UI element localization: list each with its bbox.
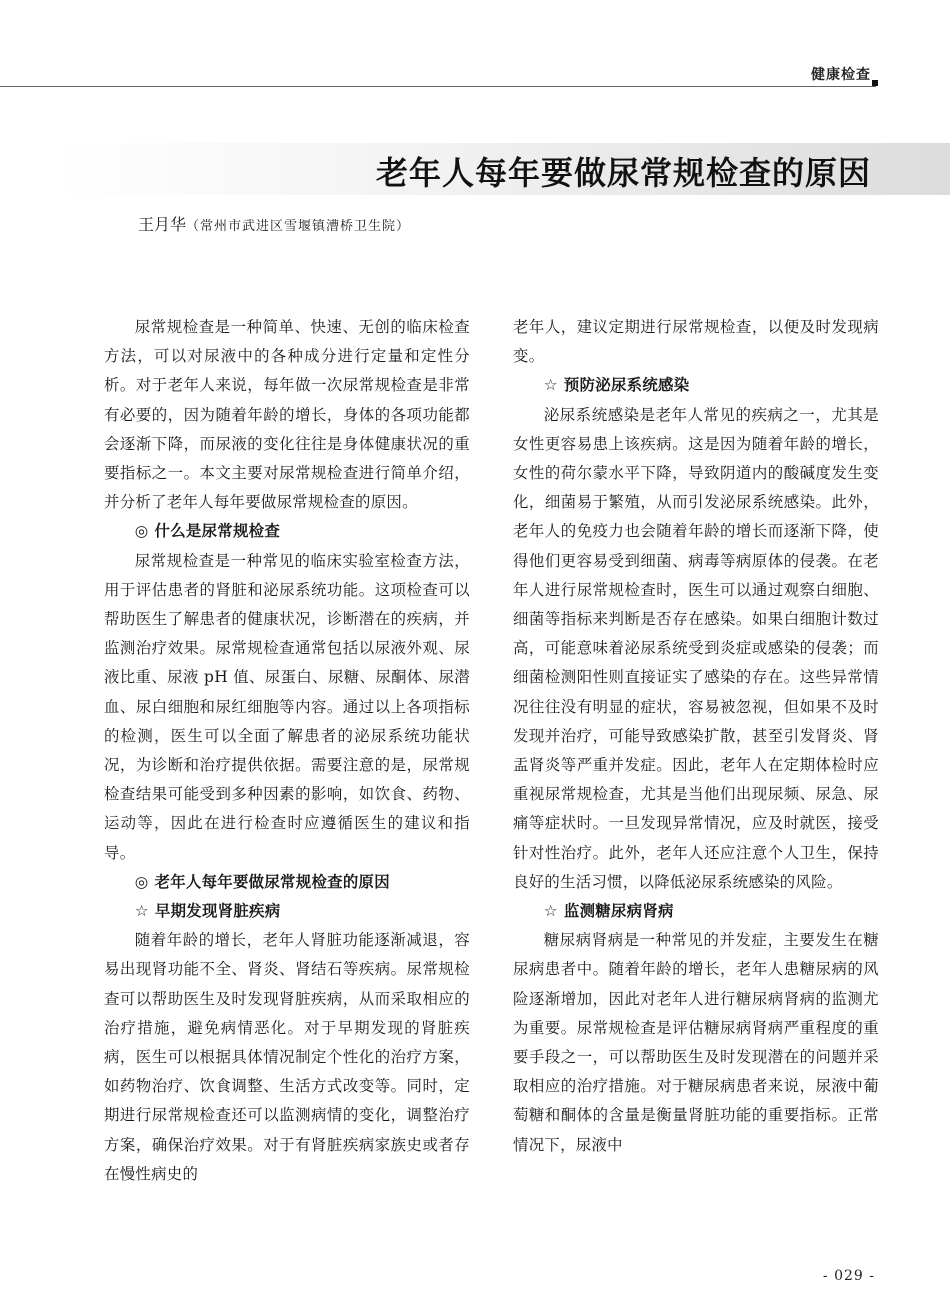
header-rule [0,86,876,87]
byline [138,212,410,235]
subsection-heading-text: 早期发现肾脏疾病 [154,902,281,921]
page-number: - 029 - [822,1268,875,1284]
section-heading-text: 老年人每年要做尿常规检查的原因 [154,872,390,891]
star-icon: ☆ [543,376,558,395]
running-header: 健康检查 [811,67,871,83]
paragraph-intro: 尿常规检查是一种简单、快速、无创的临床检查方法，可以对尿液中的各种成分进行定量和定性分析。对于老年人来说，每年做一次尿常规检查是非常有必要的，因为随着年龄的增长，身体的各项功能都会逐渐下降，而尿液的变化往往是身体健康状况的重要指标之一。本文主要对尿常规检查进行简单介绍，并分析了老年人每年要做尿常规检查的原因。 [104,318,470,512]
star-icon: ☆ [134,902,149,921]
section-heading [104,517,470,546]
paragraph-definition: 尿常规检查是一种常见的临床实验室检查方法，用于评估患者的肾脏和泌尿系统功能。这项检查可以帮助医生了解患者的健康状况，诊断潜在的疾病，并监测治疗效果。尿常规检查通常包括以尿液外观、尿液比重、尿液 pH 值、尿蛋白、尿糖、尿酮体、尿潜血、尿白细胞和尿红细胞等内容。通过以上各项指标的检测，医生可以全面了解患者的泌尿系统功能状况，为诊断和治疗提供依据。需要注意的是，尿常规检查结果可能受到多种因素的影响，如饮食、药物、运动等，因此在进行检查时应遵循医生的建议和指导。 [104,551,470,862]
double-circle-icon: ◎ [134,522,149,541]
right-column [513,313,879,1160]
section-heading-text: 什么是尿常规检查 [154,522,281,541]
left-column [104,313,470,1189]
subsection-heading [513,371,879,400]
article-title: 老年人每年要做尿常规检查的原因 [375,154,871,192]
author-affiliation: （常州市武进区雪堰镇漕桥卫生院） [186,219,411,234]
subsection-heading-text: 预防泌尿系统感染 [563,376,690,395]
subsection-heading [513,897,879,926]
paragraph-kidney: 随着年龄的增长，老年人肾脏功能逐渐减退，容易出现肾功能不全、肾炎、肾结石等疾病。尿常规检查可以帮助医生及时发现肾脏疾病，从而采取相应的治疗措施，避免病情恶化。对于早期发现的肾脏疾病，医生可以根据具体情况制定个性化的治疗方案，如药物治疗、饮食调整、生活方式改变等。同时，定期进行尿常规检查还可以监测病情的变化，调整治疗方案，确保治疗效果。对于有肾脏疾病家族史或者存在慢性病史的 [104,931,470,1183]
paragraph-diabetes: 糖尿病肾病是一种常见的并发症，主要发生在糖尿病患者中。随着年龄的增长，老年人患糖尿病的风险逐渐增加，因此对老年人进行糖尿病肾病的监测尤为重要。尿常规检查是评估糖尿病肾病严重程度的重要手段之一，可以帮助医生及时发现潜在的问题并采取相应的治疗措施。对于糖尿病患者来说，尿液中葡萄糖和酮体的含量是衡量肾脏功能的重要指标。正常情况下，尿液中 [513,931,879,1154]
star-icon: ☆ [543,902,558,921]
subsection-heading [104,897,470,926]
paragraph-infection: 泌尿系统感染是老年人常见的疾病之一，尤其是女性更容易患上该疾病。这是因为随着年龄的增长，女性的荷尔蒙水平下降，导致阴道内的酸碱度发生变化，细菌易于繁殖，从而引发泌尿系统感染。此外，老年人的免疫力也会随着年龄的增长而逐渐下降，使得他们更容易受到细菌、病毒等病原体的侵袭。在老年人进行尿常规检查时，医生可以通过观察白细胞、细菌等指标来判断是否存在感染。如果白细胞计数过高，可能意味着泌尿系统受到炎症或感染的侵袭；而细菌检测阳性则直接证实了感染的存在。这些异常情况往往没有明显的症状，容易被忽视，但如果不及时发现并治疗，可能导致感染扩散，甚至引发肾炎、肾盂肾炎等严重并发症。因此，老年人在定期体检时应重视尿常规检查，尤其是当他们出现尿频、尿急、尿痛等症状时。一旦发现异常情况，应及时就医，接受针对性治疗。此外，老年人还应注意个人卫生，保持良好的生活习惯，以降低泌尿系统感染的风险。 [513,405,879,891]
subsection-heading-text: 监测糖尿病肾病 [563,902,674,921]
author-name: 王月华 [138,215,187,234]
section-heading [104,868,470,897]
double-circle-icon: ◎ [134,872,149,891]
paragraph-continued: 老年人，建议定期进行尿常规检查，以便及时发现病变。 [513,318,879,366]
